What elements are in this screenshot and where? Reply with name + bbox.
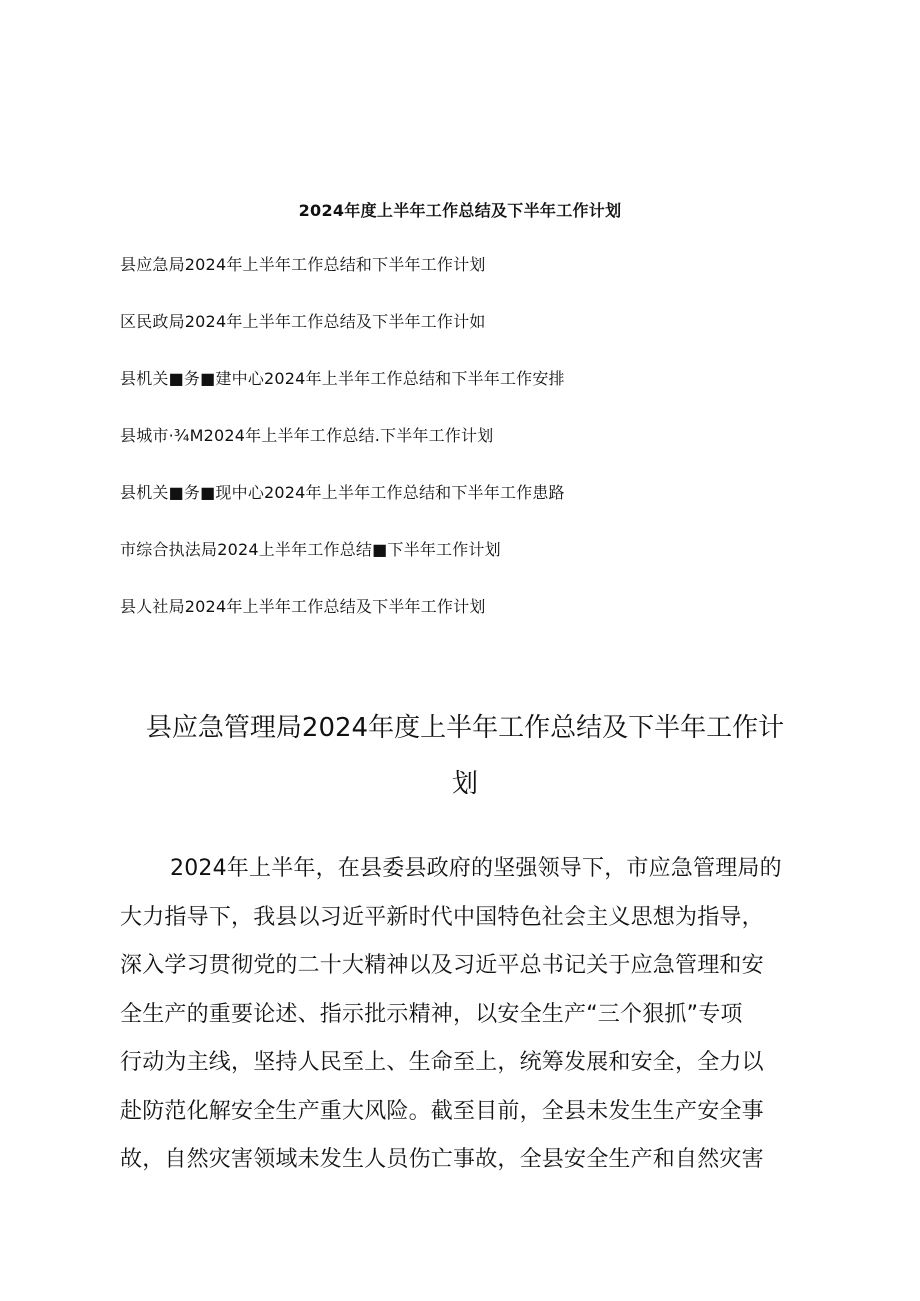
document-title	[140, 700, 790, 812]
document-body	[120, 845, 800, 1185]
body-line: 全生产的重要论述、指示批示精神，以安全生产“三个狠抓”专项	[120, 1001, 743, 1027]
toc-title: 2024年度上半年工作总结及下半年工作计划	[298, 201, 622, 220]
body-line: 2024年上半年，在县委县政府的坚强领导下，市应急管理局的	[170, 856, 782, 881]
toc-item[interactable]: 区民政局2024年上半年工作总结及下半年工作计如	[120, 312, 486, 331]
body-line: 故，自然灾害领域未发生人员伤亡事故，全县安全生产和自然灾害	[120, 1147, 764, 1172]
body-line: 深入学习贯彻党的二十大精神以及习近平总书记关于应急管理和安	[120, 953, 764, 978]
toc-item[interactable]: 县应急局2024年上半年工作总结和下半年工作计划	[120, 255, 486, 274]
toc-list	[120, 254, 565, 653]
toc-item[interactable]: 县机关■务■现中心2024年上半年工作总结和下半年工作患路	[120, 483, 565, 502]
toc-item[interactable]: 县城市·¾M2024年上半年工作总结.下半年工作计划	[120, 426, 494, 445]
body-line: 大力指导下，我县以习近平新时代中国特色社会主义思想为指导，	[120, 904, 764, 930]
toc-item[interactable]: 县机关■务■建中心2024年上半年工作总结和下半年工作安排	[120, 369, 565, 388]
document-title-line: 县应急管理局2024年度上半年工作总结及下半年工作计	[145, 713, 785, 743]
toc-item[interactable]: 县人社局2024年上半年工作总结及下半年工作计划	[120, 597, 486, 616]
body-line: 行动为主线，坚持人民至上、生命至上，统筹发展和安全，全力以	[120, 1050, 764, 1075]
toc-item[interactable]: 市综合执法局2024上半年工作总结■下半年工作计划	[120, 540, 501, 559]
body-line: 赴防范化解安全生产重大风险。截至目前，全县未发生生产安全事	[120, 1098, 764, 1124]
document-title-line: 划	[451, 769, 478, 799]
